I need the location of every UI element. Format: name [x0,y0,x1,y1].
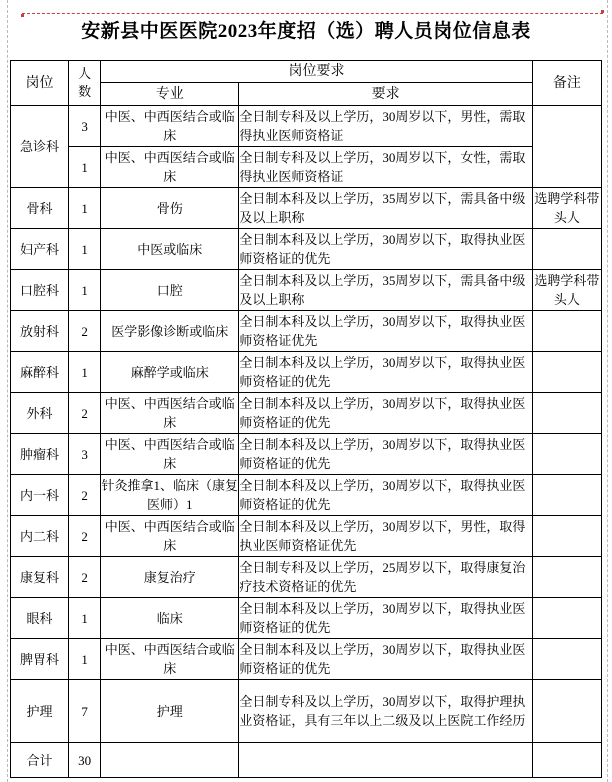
cell-requirement: 全日制专科及以上学历，25周岁以下，取得康复治疗技术资格证的优先 [239,557,532,598]
table-row [11,229,602,270]
table-row [11,475,602,516]
cell-major: 针灸推拿1、临床（康复医师）1 [101,475,239,516]
cell-number: 2 [69,393,101,434]
column-header-requirement: 要求 [239,83,532,106]
cell-requirement: 全日制专科及以上学历，30周岁以下，女性，需取得执业医师资格证 [239,147,532,188]
job-info-table-wrap [10,60,602,778]
table-row [11,311,602,352]
column-header-number-line1: 人 [78,66,92,81]
cell-total-major [101,743,239,778]
cell-note [532,434,601,475]
cell-requirement: 全日制本科及以上学历，30周岁以下，男性，取得执业医师资格证优先 [239,516,532,557]
cell-note [532,475,601,516]
cell-note [532,106,601,188]
table-row [11,147,602,188]
cell-requirement: 全日制本科及以上学历，30周岁以下，取得执业医师资格证的优先 [239,393,532,434]
table-header [11,61,602,106]
page-guide-left [7,0,8,782]
cell-requirement: 全日制本科及以上学历，35周岁以下，需具备中级及以上职称 [239,270,532,311]
cell-note [532,639,601,680]
column-header-number [69,61,101,106]
cell-note [532,229,601,270]
cell-major: 口腔 [101,270,239,311]
cell-note [532,516,601,557]
cell-requirement: 全日制本科及以上学历，30周岁以下，取得执业医师资格证的优先 [239,434,532,475]
cell-number: 1 [69,188,101,229]
job-info-table [10,60,602,778]
cell-number: 1 [69,147,101,188]
cell-post: 护理 [11,680,69,743]
cell-major: 中医或临床 [101,229,239,270]
cell-major: 中医、中西医结合或临床 [101,639,239,680]
column-header-post: 岗位 [11,61,69,106]
cell-note [532,352,601,393]
margin-tick-top-right [601,10,604,13]
cell-major: 医学影像诊断或临床 [101,311,239,352]
table-row [11,598,602,639]
table-row [11,680,602,743]
cell-number: 7 [69,680,101,743]
cell-total-note [532,743,601,778]
cell-note [532,557,601,598]
cell-number: 2 [69,311,101,352]
table-row-total [11,743,602,778]
cell-number: 2 [69,516,101,557]
table-row [11,352,602,393]
page-guide-right [607,0,608,782]
cell-requirement: 全日制专科及以上学历，30周岁以下，男性，需取得执业医师资格证 [239,106,532,147]
cell-post: 麻醉科 [11,352,69,393]
cell-post: 口腔科 [11,270,69,311]
cell-major: 中医、中西医结合或临床 [101,516,239,557]
cell-note [532,680,601,743]
cell-total-number: 30 [69,743,101,778]
cell-total-requirement [239,743,532,778]
cell-major: 中医、中西医结合或临床 [101,434,239,475]
column-header-major: 专业 [101,83,239,106]
table-row [11,639,602,680]
table-row [11,434,602,475]
table-row [11,106,602,147]
cell-requirement: 全日制专科及以上学历，30周岁以下，取得护理执业资格证，具有三年以上二级及以上医院工作经历 [239,680,532,743]
cell-post: 脾胃科 [11,639,69,680]
cell-note [532,393,601,434]
cell-post: 骨科 [11,188,69,229]
cell-number: 1 [69,352,101,393]
cell-requirement: 全日制本科及以上学历，30周岁以下，取得执业医师资格证的优先 [239,598,532,639]
page-guide-top-margin [22,13,603,14]
table-row [11,516,602,557]
cell-post: 内二科 [11,516,69,557]
table-header-row-1 [11,61,602,83]
cell-major: 中医、中西医结合或临床 [101,106,239,147]
cell-post: 急诊科 [11,106,69,188]
cell-total-label: 合计 [11,743,69,778]
cell-number: 1 [69,229,101,270]
cell-requirement: 全日制本科及以上学历，35周岁以下，需具备中级及以上职称 [239,188,532,229]
cell-major: 麻醉学或临床 [101,352,239,393]
table-row [11,270,602,311]
cell-requirement: 全日制本科及以上学历，30周岁以下，取得执业医师资格证优先 [239,311,532,352]
page-title: 安新县中医医院2023年度招（选）聘人员岗位信息表 [81,21,531,42]
cell-note: 选聘学科带头人 [532,270,601,311]
cell-number: 3 [69,434,101,475]
cell-major: 中医、中西医结合或临床 [101,393,239,434]
cell-post: 外科 [11,393,69,434]
cell-major: 临床 [101,598,239,639]
column-header-number-line2: 数 [78,84,92,99]
table-body [11,106,602,778]
cell-number: 1 [69,270,101,311]
cell-requirement: 全日制本科及以上学历，30周岁以下，取得执业医师资格证的优先 [239,352,532,393]
table-row [11,557,602,598]
cell-post: 肿瘤科 [11,434,69,475]
cell-note [532,311,601,352]
column-header-note: 备注 [532,61,601,106]
cell-number: 1 [69,639,101,680]
cell-note: 选聘学科带头人 [532,188,601,229]
cell-number: 1 [69,598,101,639]
cell-note [532,598,601,639]
cell-major: 骨伤 [101,188,239,229]
cell-major: 中医、中西医结合或临床 [101,147,239,188]
cell-requirement: 全日制本科及以上学历，30周岁以下，取得执业医师资格证的优先 [239,229,532,270]
cell-post: 康复科 [11,557,69,598]
cell-post: 放射科 [11,311,69,352]
cell-number: 3 [69,106,101,147]
cell-major: 护理 [101,680,239,743]
cell-major: 康复治疗 [101,557,239,598]
cell-number: 2 [69,475,101,516]
cell-requirement: 全日制本科及以上学历，30周岁以下，取得执业医师资格证的优先 [239,639,532,680]
cell-number: 2 [69,557,101,598]
margin-tick-top-left [21,14,24,17]
cell-post: 内一科 [11,475,69,516]
cell-requirement: 全日制本科及以上学历，30周岁以下，取得执业医师资格证的优先 [239,475,532,516]
column-header-requirements-group: 岗位要求 [101,61,533,83]
cell-post: 妇产科 [11,229,69,270]
table-row [11,188,602,229]
table-row [11,393,602,434]
cell-post: 眼科 [11,598,69,639]
